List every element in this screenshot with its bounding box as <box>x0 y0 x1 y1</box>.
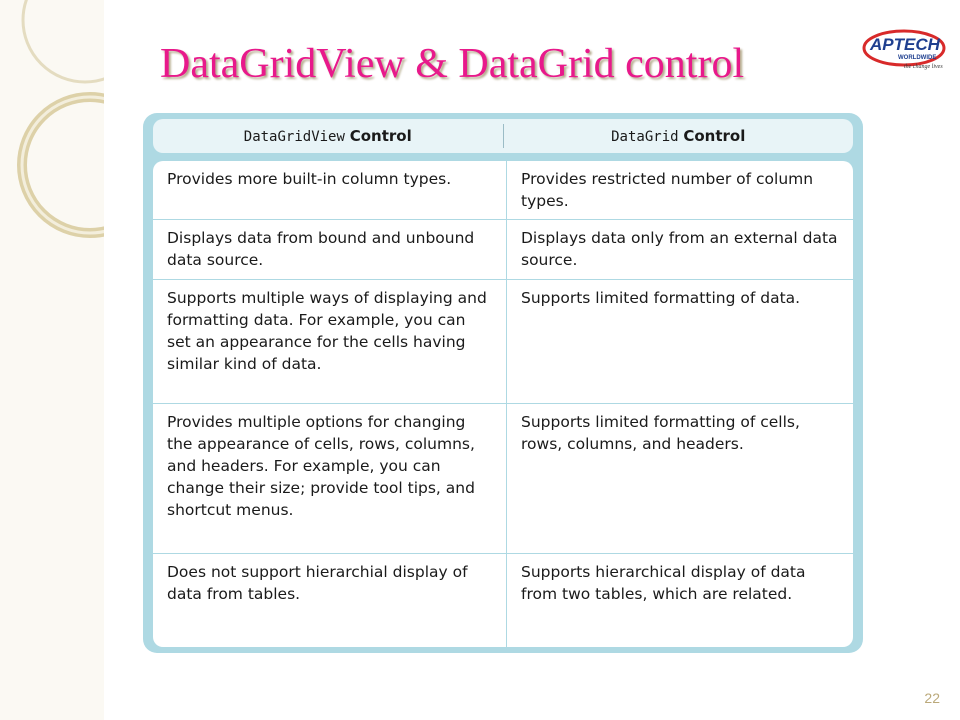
cell-datagrid: Provides restricted number of column types. <box>507 161 854 219</box>
slide-title: DataGridView & DataGrid control <box>160 41 745 87</box>
decorative-rings <box>0 0 110 720</box>
cell-datagridview: Supports multiple ways of displaying and formatting data. For example, you can set an appearance for the cells having similar kind of data. <box>153 279 507 403</box>
table-body <box>153 161 853 647</box>
cell-datagridview: Displays data from bound and unbound data source. <box>153 219 507 279</box>
svg-text:the change lives: the change lives <box>904 64 943 70</box>
table-row <box>153 219 853 279</box>
table-row <box>153 553 853 647</box>
table-row <box>153 279 853 403</box>
cell-datagridview: Does not support hierarchial display of data from tables. <box>167 562 468 603</box>
aptech-logo <box>860 26 952 74</box>
header-datagrid: DataGrid Control <box>503 124 854 148</box>
cell-datagridview: Provides multiple options for changing the appearance of cells, rows, columns, and headers. For example, you can change their size; provide tool tips, and shortcut menus. <box>153 403 507 553</box>
cell-datagrid: Displays data only from an external data source. <box>507 219 854 279</box>
page-number: 22 <box>924 690 940 706</box>
svg-text:WORLDWIDE: WORLDWIDE <box>898 55 937 61</box>
cell-datagrid: Supports limited formatting of cells, rows, columns, and headers. <box>507 403 854 553</box>
cell-datagridview: Provides more built-in column types. <box>153 161 507 219</box>
header-datagridview: DataGridView Control <box>243 127 412 145</box>
comparison-table <box>143 113 863 653</box>
cell-datagrid: Supports hierarchical display of data from two tables, which are related. <box>507 553 854 647</box>
table-row <box>153 161 853 219</box>
cell-datagrid: Supports limited formatting of data. <box>507 279 854 403</box>
svg-text:APTECH: APTECH <box>870 35 940 54</box>
table-row <box>153 403 853 553</box>
table-header-row <box>153 119 853 153</box>
